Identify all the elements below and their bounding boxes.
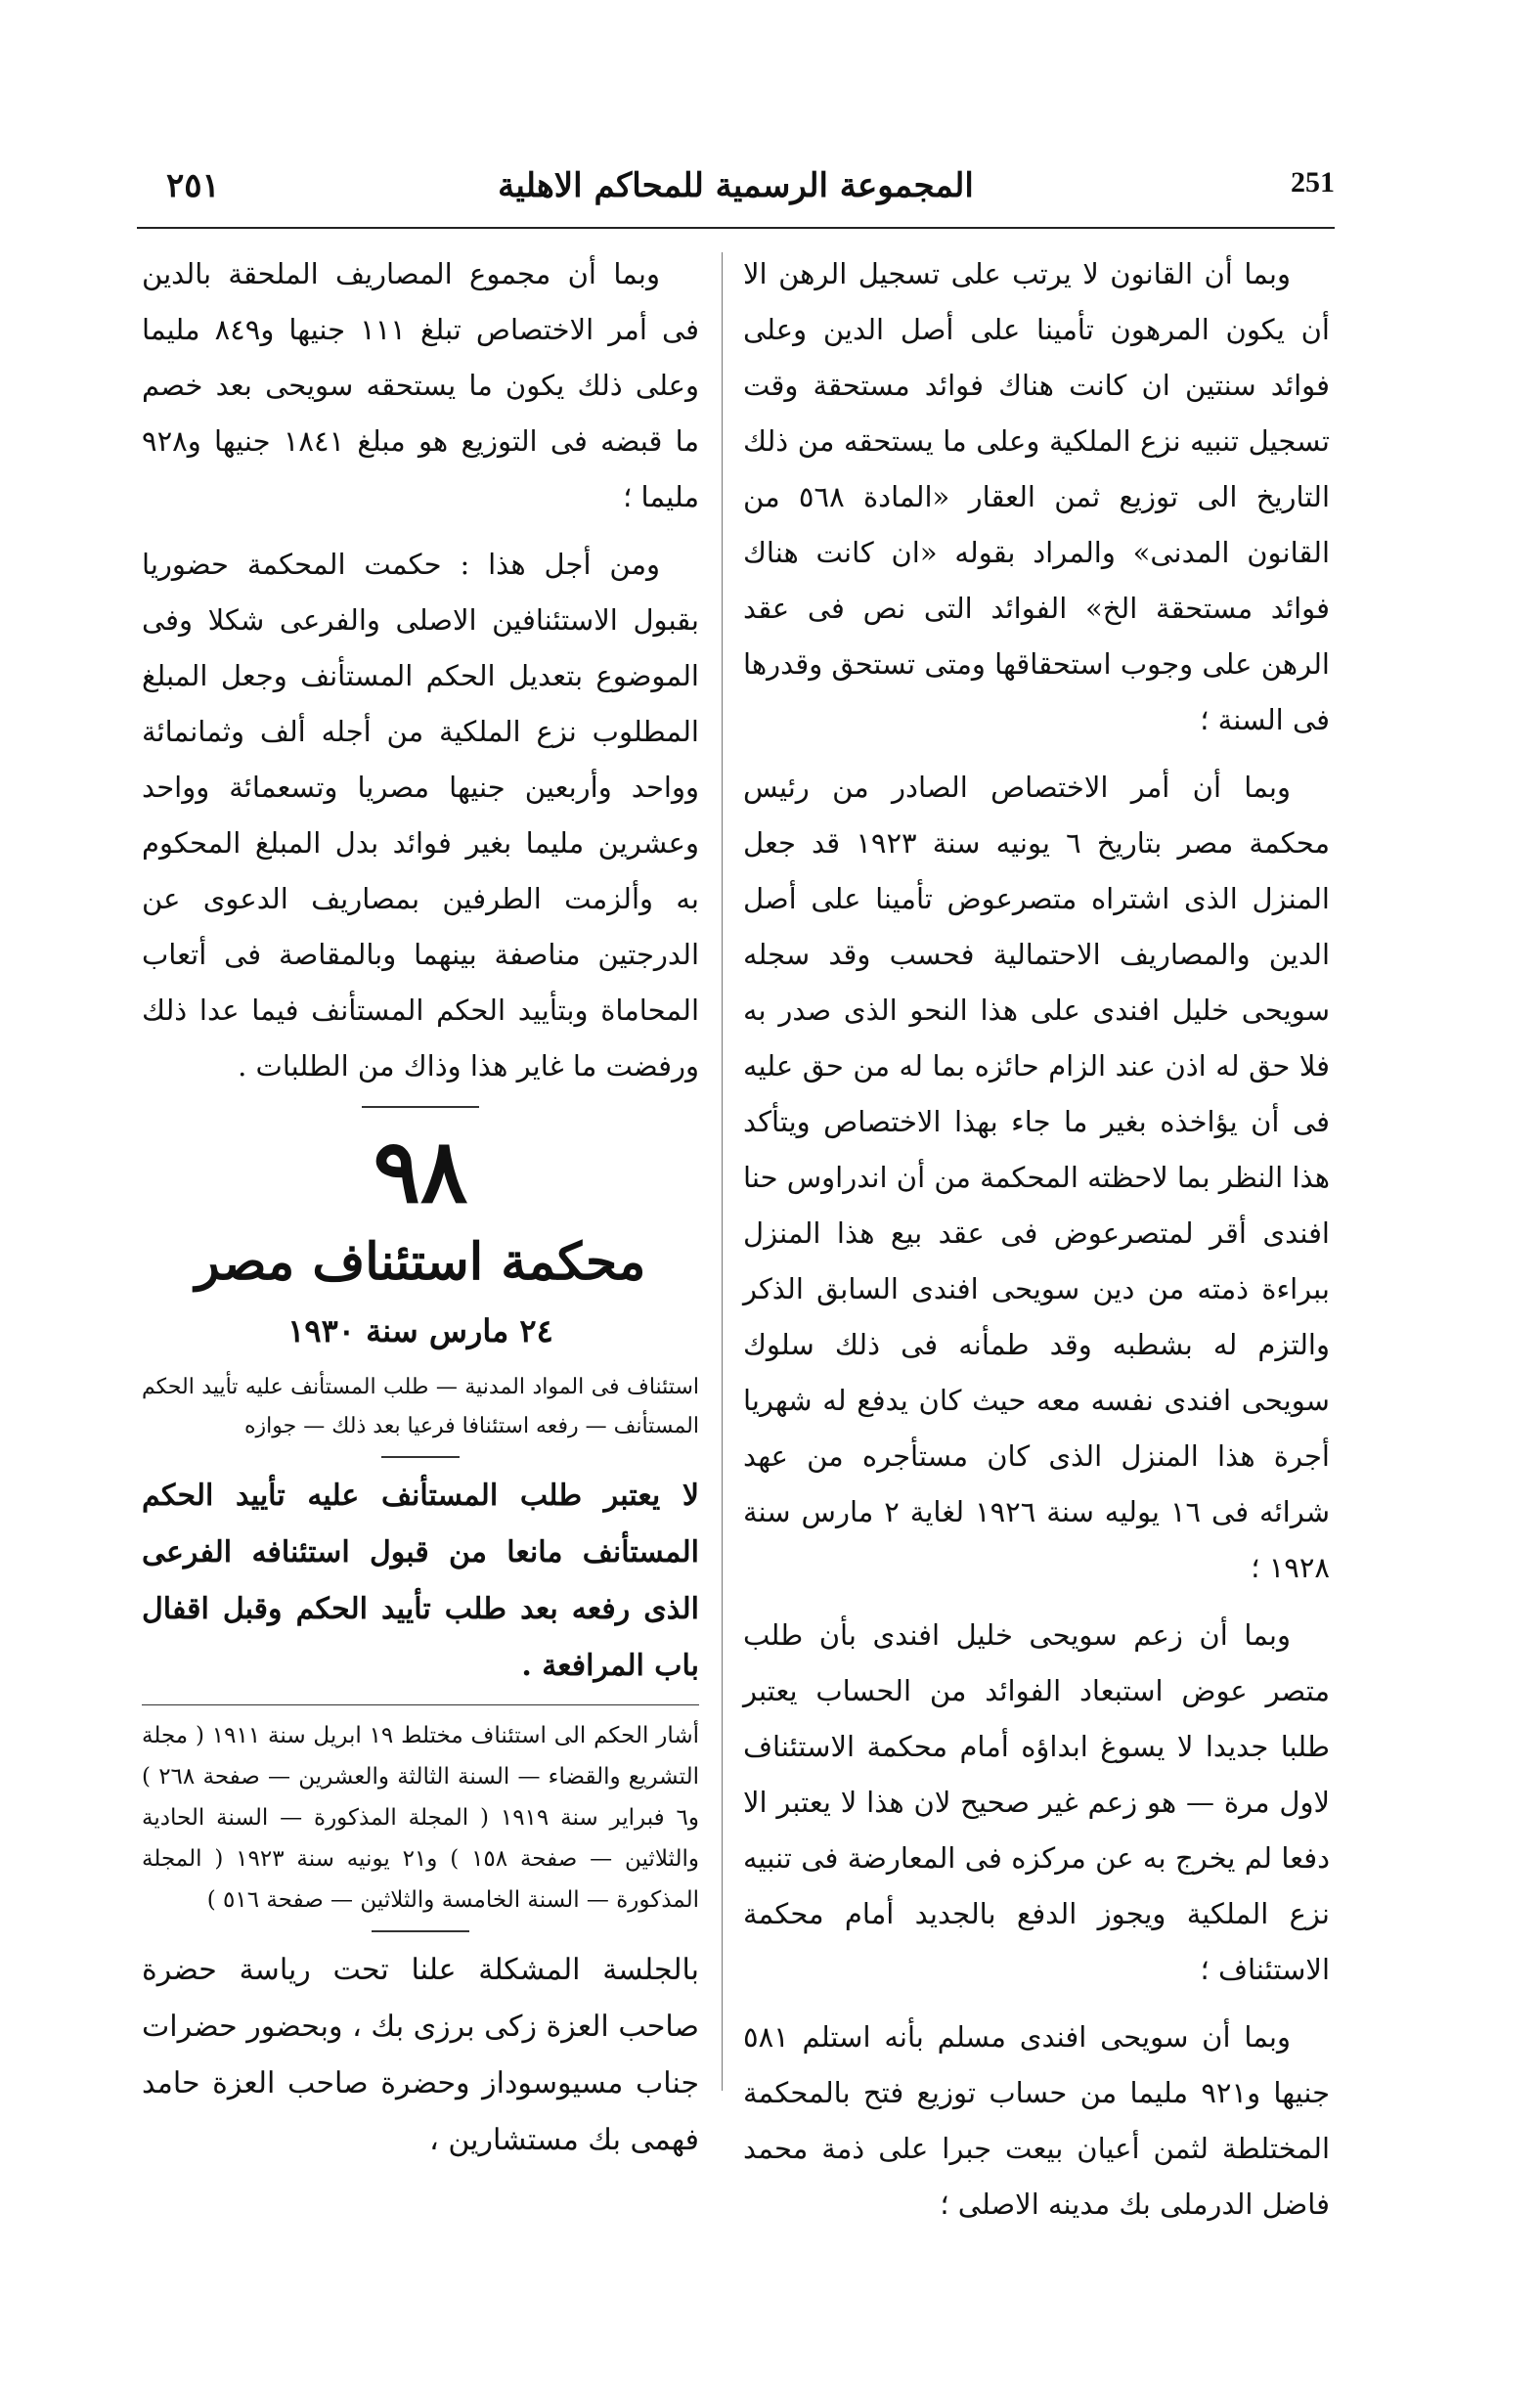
page-header <box>137 166 1335 221</box>
section-divider <box>362 1106 479 1108</box>
paragraph: وبما أن أمر الاختصاص الصادر من رئيس محكمة مصر بتاريخ ٦ يونيه سنة ١٩٢٣ قد جعل المنزل الذى اشتراه متصرعوض تأمينا على أصل الدين والمصاريف الاحتمالية فحسب وقد سجله سويحى خليل افندى على هذا النحو الذى صدر به فلا حق له اذن عند الزام حائزه بما له من حق عليه فى أن يؤاخذه بغير ما جاء بهذا الاختصاص ويتأكد هذا النظر بما لاحظته المحكمة من أن اندراوس حنا افندى أقر لمتصرعوض فى عقد بيع هذا المنزل ببراءة ذمته من دين سويحى افندى السابق الذكر والتزم له بشطبه وقد طمأنه فى ذلك سلوك سويحى افندى نفسه معه حيث كان يدفع له شهريا أجرة هذا المنزل الذى كان مستأجره من عهد شرائه فى ١٦ يوليه سنة ١٩٢٦ لغاية ٢ مارس سنة ١٩٢٨ ؛ <box>743 771 1331 1584</box>
page-number-latin: 251 <box>1291 166 1335 199</box>
section-divider <box>381 1456 460 1458</box>
paragraph: وبما أن مجموع المصاريف الملحقة بالدين فى أمر الاختصاص تبلغ ١١١ جنيها و٨٤٩ مليما وعلى ذلك يكون ما يستحقه سويحى بعد خصم ما قبضه فى التوزيع هو مبلغ ١٨٤١ جنيها و٩٢٨ مليما ؛ <box>142 257 699 513</box>
page-number-arabic: ٢٥١ <box>166 166 220 205</box>
section-divider <box>372 1930 469 1932</box>
left-column <box>142 246 699 2169</box>
session-text: بالجلسة المشكلة علنا تحت رياسة حضرة صاحب العزة زكى برزى بك ، وبحضور حضرات جناب مسيوسوداز وحضرة صاحب العزة حامد فهمى بك مستشارين ، <box>142 1953 699 2157</box>
paragraph: وبما أن سويحى افندى مسلم بأنه استلم ٥٨١ جنيها و٩٢١ مليما من حساب توزيع فتح بالمحكمة المختلطة لثمن أعيان بيعت جبرا على ذمة محمد فاضل الدرملى بك مدينه الاصلى ؛ <box>743 2020 1331 2221</box>
footnote: أشار الحكم الى استئناف مختلط ١٩ ابريل سنة ١٩١١ ( مجلة التشريع والقضاء — السنة الثالثة والعشرين — صفحة ٢٦٨ ) و٦ فبراير سنة ١٩١٩ ( المجلة المذكورة — السنة الحادية والثلاثين — صفحة ١٥٨ ) و٢١ يونيه سنة ١٩٢٣ ( المجلة المذكورة — السنة الخامسة والثلاثين — صفحة ٥١٦ ) <box>142 1723 699 1913</box>
right-column <box>743 246 1330 2244</box>
paragraph: وبما أن زعم سويحى خليل افندى بأن طلب متصر عوض استبعاد الفوائد من الحساب يعتبر طلبا جديدا لا يسوغ ابداؤه أمام محكمة الاستئناف لاول مرة — هو زعم غير صحيح لان هذا لا يعتبر الا دفعا لم يخرج به عن مركزه فى المعارضة فى تنبيه نزع الملكية ويجوز الدفع بالجديد أمام محكمة الاستئناف ؛ <box>743 1618 1330 1986</box>
section-divider <box>142 1704 699 1705</box>
column-divider <box>722 252 723 2091</box>
holding-principle: لا يعتبر طلب المستأنف عليه تأييد الحكم المستأنف مانعا من قبول استئنافه الفرعى الذى رفعه بعد طلب تأييد الحكم وقبل اقفال باب المرافعة . <box>142 1479 699 1683</box>
case-date: ٢٤ مارس سنة ١٩٣٠ <box>287 1312 553 1349</box>
keywords: استئناف فى المواد المدنية — طلب المستأنف عليه تأييد الحكم المستأنف — رفعه استئنافا فرعيا بعد ذلك — جوازه <box>142 1375 699 1438</box>
judgment-paragraph: ومن أجل هذا : حكمت المحكمة حضوريا بقبول الاستئنافين الاصلى والفرعى شكلا وفى الموضوع بتعديل الحكم المستأنف وجعل المبلغ المطلوب نزع الملكية من أجله ألف وثمانمائة وواحد وأربعين جنيها مصريا وتسعمائة وواحد وعشرين مليما بغير فوائد بدل المبلغ المحكوم به وألزمت الطرفين بمصاريف الدعوى عن الدرجتين مناصفة بينهما وبالمقاصة فى أتعاب المحاماة وبتأييد الحكم المستأنف فيما عدا ذلك ورفضت ما غاير هذا وذاك من الطلبات . <box>142 548 699 1083</box>
case-number: ٩٨ <box>373 1120 468 1223</box>
header-rule <box>137 227 1335 229</box>
paragraph: وبما أن القانون لا يرتب على تسجيل الرهن الا أن يكون المرهون تأمينا على أصل الدين وعلى فوائد سنتين ان كانت هناك فوائد مستحقة وقت تسجيل تنبيه نزع الملكية وعلى ما يستحقه من ذلك التاريخ الى توزيع ثمن العقار «المادة ٥٦٨ من القانون المدنى» والمراد بقوله «ان كانت هناك فوائد مستحقة الخ» الفوائد التى نص فى عقد الرهن على وجوب استحقاقها ومتى تستحق وقدرها فى السنة ؛ <box>743 257 1331 736</box>
journal-title: المجموعة الرسمية للمحاكم الاهلية <box>498 166 974 205</box>
court-name: محكمة استئناف مصر <box>195 1232 646 1292</box>
